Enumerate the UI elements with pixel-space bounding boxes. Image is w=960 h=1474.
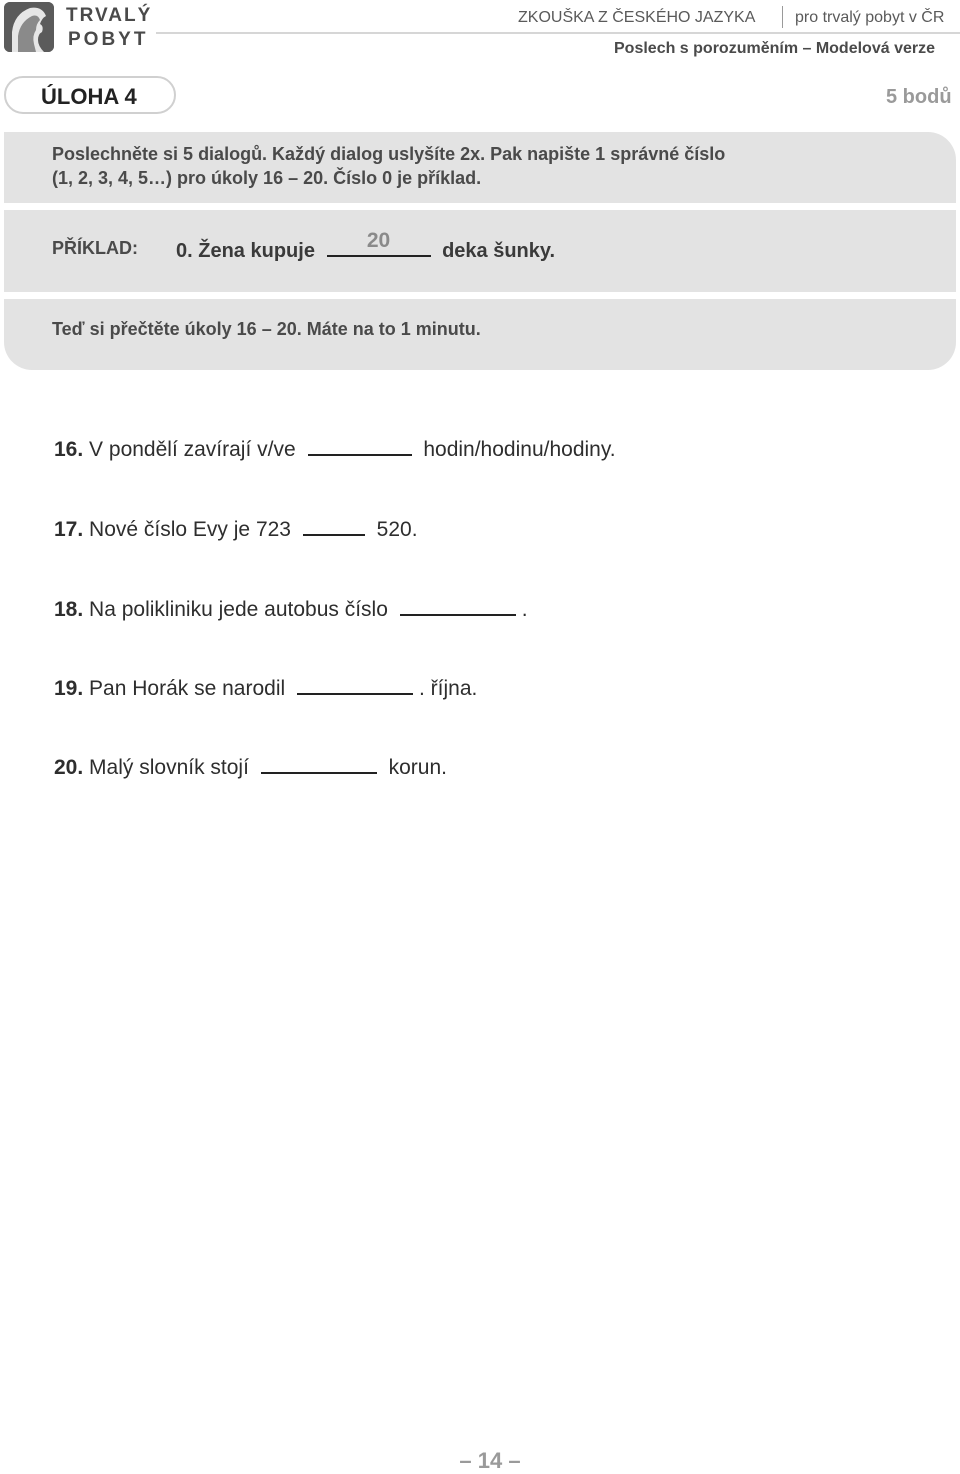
header-rule bbox=[156, 32, 960, 34]
question-17 bbox=[54, 514, 418, 542]
brand-name-line2: POBYT bbox=[68, 29, 149, 50]
question-text-after: korun. bbox=[388, 756, 447, 779]
example-number: 0. bbox=[176, 240, 193, 262]
question-text-after: 520. bbox=[376, 518, 418, 541]
read-prompt: Teď si přečtěte úkoly 16 – 20. Máte na to 1 minutu. bbox=[52, 319, 481, 339]
question-text-before: Nové číslo Evy je 723 bbox=[89, 518, 291, 541]
question-number: 18. bbox=[54, 598, 84, 621]
answer-blank-20[interactable] bbox=[261, 752, 377, 774]
answer-blank-17[interactable] bbox=[303, 514, 365, 536]
question-18 bbox=[54, 594, 528, 622]
logo-icon bbox=[4, 2, 54, 52]
question-number: 20. bbox=[54, 756, 84, 779]
answer-blank-16[interactable] bbox=[308, 434, 412, 456]
example-label: PŘÍKLAD: bbox=[52, 238, 138, 258]
question-text-after: . října. bbox=[419, 677, 478, 700]
question-text-after: . bbox=[521, 598, 528, 621]
example-answer: 20 bbox=[366, 229, 391, 252]
task-title: ÚLOHA 4 bbox=[41, 84, 137, 109]
question-text-before: V pondělí zavírají v/ve bbox=[89, 438, 296, 461]
example-sentence bbox=[176, 229, 556, 263]
brand-name-line1: TRVALÝ bbox=[66, 5, 153, 26]
question-20 bbox=[54, 752, 447, 780]
question-19 bbox=[54, 673, 477, 701]
question-text-after: hodin/hodinu/hodiny. bbox=[423, 438, 616, 461]
page-number: – 14 – bbox=[459, 1448, 521, 1473]
answer-blank-19[interactable] bbox=[297, 673, 413, 695]
header-divider bbox=[782, 6, 783, 28]
question-number: 19. bbox=[54, 677, 84, 700]
question-number: 16. bbox=[54, 438, 84, 461]
example-text-after: deka šunky. bbox=[442, 240, 556, 262]
answer-blank-18[interactable] bbox=[400, 594, 516, 616]
question-text-before: Na polikliniku jede autobus číslo bbox=[89, 598, 388, 621]
question-text-before: Malý slovník stojí bbox=[89, 756, 249, 779]
exam-subtitle: pro trvalý pobyt v ČR bbox=[795, 9, 945, 26]
question-16 bbox=[54, 434, 616, 462]
question-text-before: Pan Horák se narodil bbox=[89, 677, 286, 700]
instruction-line-2: (1, 2, 3, 4, 5…) pro úkoly 16 – 20. Číslo 0 je příklad. bbox=[52, 168, 482, 188]
exam-title: ZKOUŠKA Z ČESKÉHO JAZYKA bbox=[518, 9, 756, 26]
example-answer-blank bbox=[327, 229, 431, 257]
question-number: 17. bbox=[54, 518, 84, 541]
example-text-before: Žena kupuje bbox=[198, 240, 315, 262]
section-title: Poslech s porozuměním – Modelová verze bbox=[614, 40, 935, 57]
task-points: 5 bodů bbox=[886, 86, 952, 108]
instruction-line-1: Poslechněte si 5 dialogů. Každý dialog uslyšíte 2x. Pak napište 1 správné číslo bbox=[52, 144, 726, 164]
